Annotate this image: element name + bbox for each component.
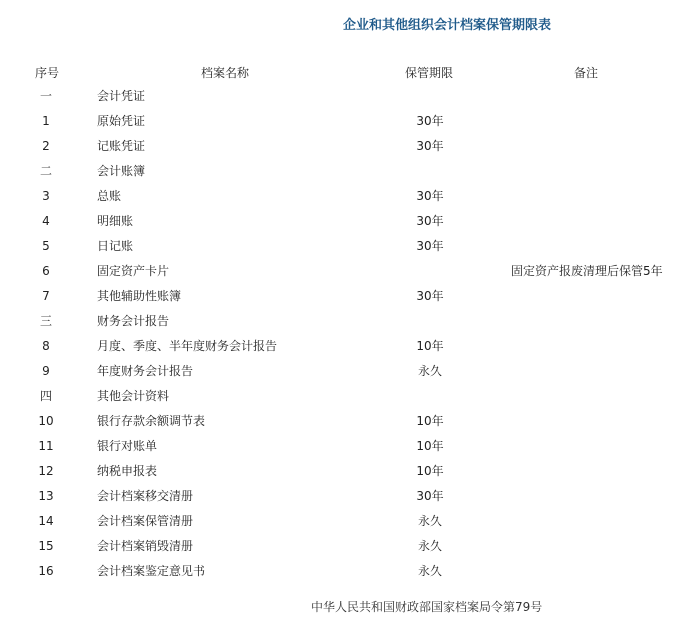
- row-seq: 2: [42, 139, 50, 153]
- row-name: 会计账簿: [97, 164, 146, 178]
- row-seq: 16: [38, 564, 54, 578]
- table-row: [0, 184, 693, 209]
- row-seq: 三: [39, 314, 52, 328]
- row-seq: 11: [38, 439, 54, 453]
- table-row: [0, 484, 693, 509]
- table-row: [0, 309, 693, 334]
- row-name: 会计凭证: [97, 89, 146, 103]
- table-row: [0, 559, 693, 584]
- header-period: 保管期限: [405, 66, 454, 80]
- row-name: 固定资产卡片: [97, 264, 170, 278]
- row-seq: 14: [38, 514, 54, 528]
- table-row: [0, 234, 693, 259]
- table-row: [0, 109, 693, 134]
- row-name: 会计档案销毁清册: [97, 539, 194, 553]
- row-name: 记账凭证: [97, 139, 146, 153]
- row-name: 银行对账单: [97, 439, 158, 453]
- row-period: 永久: [417, 514, 442, 528]
- row-period: 30年: [416, 289, 444, 303]
- row-name: 其他会计资料: [97, 389, 170, 403]
- table-row: [0, 409, 693, 434]
- row-period: 30年: [416, 139, 444, 153]
- row-seq: 二: [39, 164, 52, 178]
- table-row: [0, 459, 693, 484]
- row-period: 10年: [416, 439, 444, 453]
- table-row: [0, 509, 693, 534]
- table-row: [0, 359, 693, 384]
- row-name: 日记账: [97, 239, 134, 253]
- row-note: 固定资产报废清理后保管5年: [511, 264, 663, 278]
- row-seq: 10: [38, 414, 54, 428]
- footer-source: 中华人民共和国财政部国家档案局令第79号: [311, 600, 543, 614]
- table-row: [0, 284, 693, 309]
- row-period: 30年: [416, 214, 444, 228]
- row-seq: 7: [42, 289, 50, 303]
- row-period: 10年: [416, 464, 444, 478]
- row-name: 总账: [97, 189, 122, 203]
- table-row: [0, 334, 693, 359]
- row-period: 永久: [417, 539, 442, 553]
- table-row: [0, 209, 693, 234]
- row-name: 月度、季度、半年度财务会计报告: [97, 339, 278, 353]
- row-seq: 四: [39, 389, 52, 403]
- row-seq: 6: [42, 264, 50, 278]
- row-period: 30年: [416, 489, 444, 503]
- row-seq: 12: [38, 464, 54, 478]
- row-seq: 一: [39, 89, 52, 103]
- row-name: 会计档案鉴定意见书: [97, 564, 206, 578]
- row-seq: 4: [42, 214, 50, 228]
- row-name: 纳税申报表: [97, 464, 158, 478]
- row-name: 财务会计报告: [97, 314, 170, 328]
- row-period: 30年: [416, 239, 444, 253]
- row-seq: 1: [42, 114, 50, 128]
- retention-table: [0, 84, 693, 584]
- row-seq: 8: [42, 339, 50, 353]
- row-name: 原始凭证: [97, 114, 146, 128]
- table-row: [0, 259, 693, 284]
- row-name: 银行存款余额调节表: [97, 414, 206, 428]
- table-row: [0, 434, 693, 459]
- header-note: 备注: [574, 66, 599, 80]
- row-period: 永久: [417, 364, 442, 378]
- table-row: [0, 159, 693, 184]
- row-seq: 5: [42, 239, 50, 253]
- table-row: [0, 84, 693, 109]
- header-name: 档案名称: [201, 66, 250, 80]
- row-period: 30年: [416, 114, 444, 128]
- row-name: 年度财务会计报告: [97, 364, 194, 378]
- table-row: [0, 384, 693, 409]
- row-period: 10年: [416, 414, 444, 428]
- row-name: 会计档案保管清册: [97, 514, 194, 528]
- table-row: [0, 534, 693, 559]
- row-period: 30年: [416, 189, 444, 203]
- row-name: 明细账: [97, 214, 134, 228]
- row-period: 永久: [417, 564, 442, 578]
- row-seq: 13: [38, 489, 54, 503]
- row-period: 10年: [416, 339, 444, 353]
- row-seq: 9: [42, 364, 50, 378]
- page-title: 企业和其他组织会计档案保管期限表: [343, 18, 552, 33]
- row-seq: 3: [42, 189, 50, 203]
- row-seq: 15: [38, 539, 54, 553]
- row-name: 其他辅助性账簿: [97, 289, 182, 303]
- header-seq: 序号: [35, 66, 60, 80]
- table-row: [0, 134, 693, 159]
- row-name: 会计档案移交清册: [97, 489, 194, 503]
